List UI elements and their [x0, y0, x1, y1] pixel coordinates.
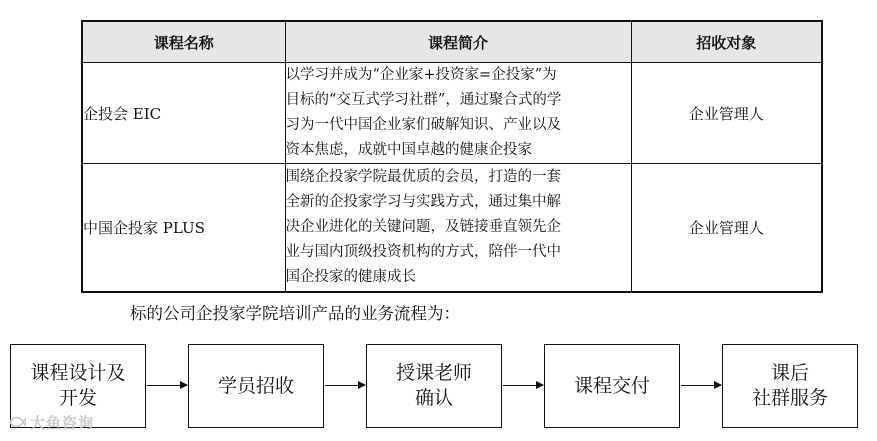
course-description-cell	[285, 63, 631, 164]
header-target-audience: 招收对象	[631, 21, 822, 63]
header-course-name: 课程名称	[82, 21, 285, 63]
table-header-row	[82, 21, 822, 63]
course-table	[81, 20, 823, 293]
description-line: 习为一代中国企业家们破解知识、产业以及	[285, 117, 561, 133]
flow-arrow-icon	[147, 385, 187, 386]
fish-logo-icon	[8, 414, 26, 430]
flow-step-after-class-community	[722, 344, 858, 428]
watermark-text: 大鱼咨询	[30, 414, 95, 432]
step-label-line: 开发	[58, 387, 97, 409]
description-line: 全新的企投家学习与实践方式，通过集中解	[285, 194, 561, 210]
process-intro-text: 标的公司企投家学院培训产品的业务流程为：	[130, 304, 460, 323]
flow-step-instructor-confirmation	[366, 344, 502, 428]
table-row	[82, 63, 822, 164]
description-line: 目标的“交互式学习社群”，通过聚合式的学	[285, 92, 562, 108]
business-process-flow	[10, 344, 870, 430]
flow-step-course-delivery	[544, 344, 680, 428]
description-line: 资本焦虑，成就中国卓越的健康企投家	[285, 142, 532, 158]
description-line: 业与国内顶级投资机构的方式，陪伴一代中	[285, 244, 561, 260]
description-line: 以学习并成为“企业家+投资家=企投家”为	[285, 67, 557, 83]
description-line: 围绕企投家学院最优质的会员，打造的一套	[285, 169, 561, 185]
step-label-line: 课程设计及	[30, 362, 126, 384]
flow-arrow-icon	[503, 385, 543, 386]
watermark	[8, 412, 94, 433]
step-label-line: 社群服务	[751, 387, 828, 409]
flow-arrow-icon	[681, 385, 721, 386]
target-audience-cell: 企业管理人	[631, 63, 822, 164]
course-name-cell: 企投会 EIC	[82, 63, 285, 164]
flow-step-student-enrollment	[188, 344, 324, 428]
table-row	[82, 164, 822, 293]
step-label-line: 课后	[770, 362, 809, 384]
step-label-line: 授课老师	[395, 362, 472, 384]
flow-arrow-icon	[325, 385, 365, 386]
course-description-cell	[285, 164, 631, 293]
description-line: 决企业进化的关键问题，及链接垂直领先企	[285, 219, 561, 235]
step-label-line: 课程交付	[573, 374, 650, 397]
step-label-line: 确认	[414, 387, 453, 409]
step-label-line: 学员招收	[217, 374, 294, 397]
target-audience-cell: 企业管理人	[631, 164, 822, 293]
course-name-cell: 中国企投家 PLUS	[82, 164, 285, 293]
header-course-intro: 课程简介	[285, 21, 631, 63]
description-line: 国企投家的健康成长	[285, 269, 416, 285]
